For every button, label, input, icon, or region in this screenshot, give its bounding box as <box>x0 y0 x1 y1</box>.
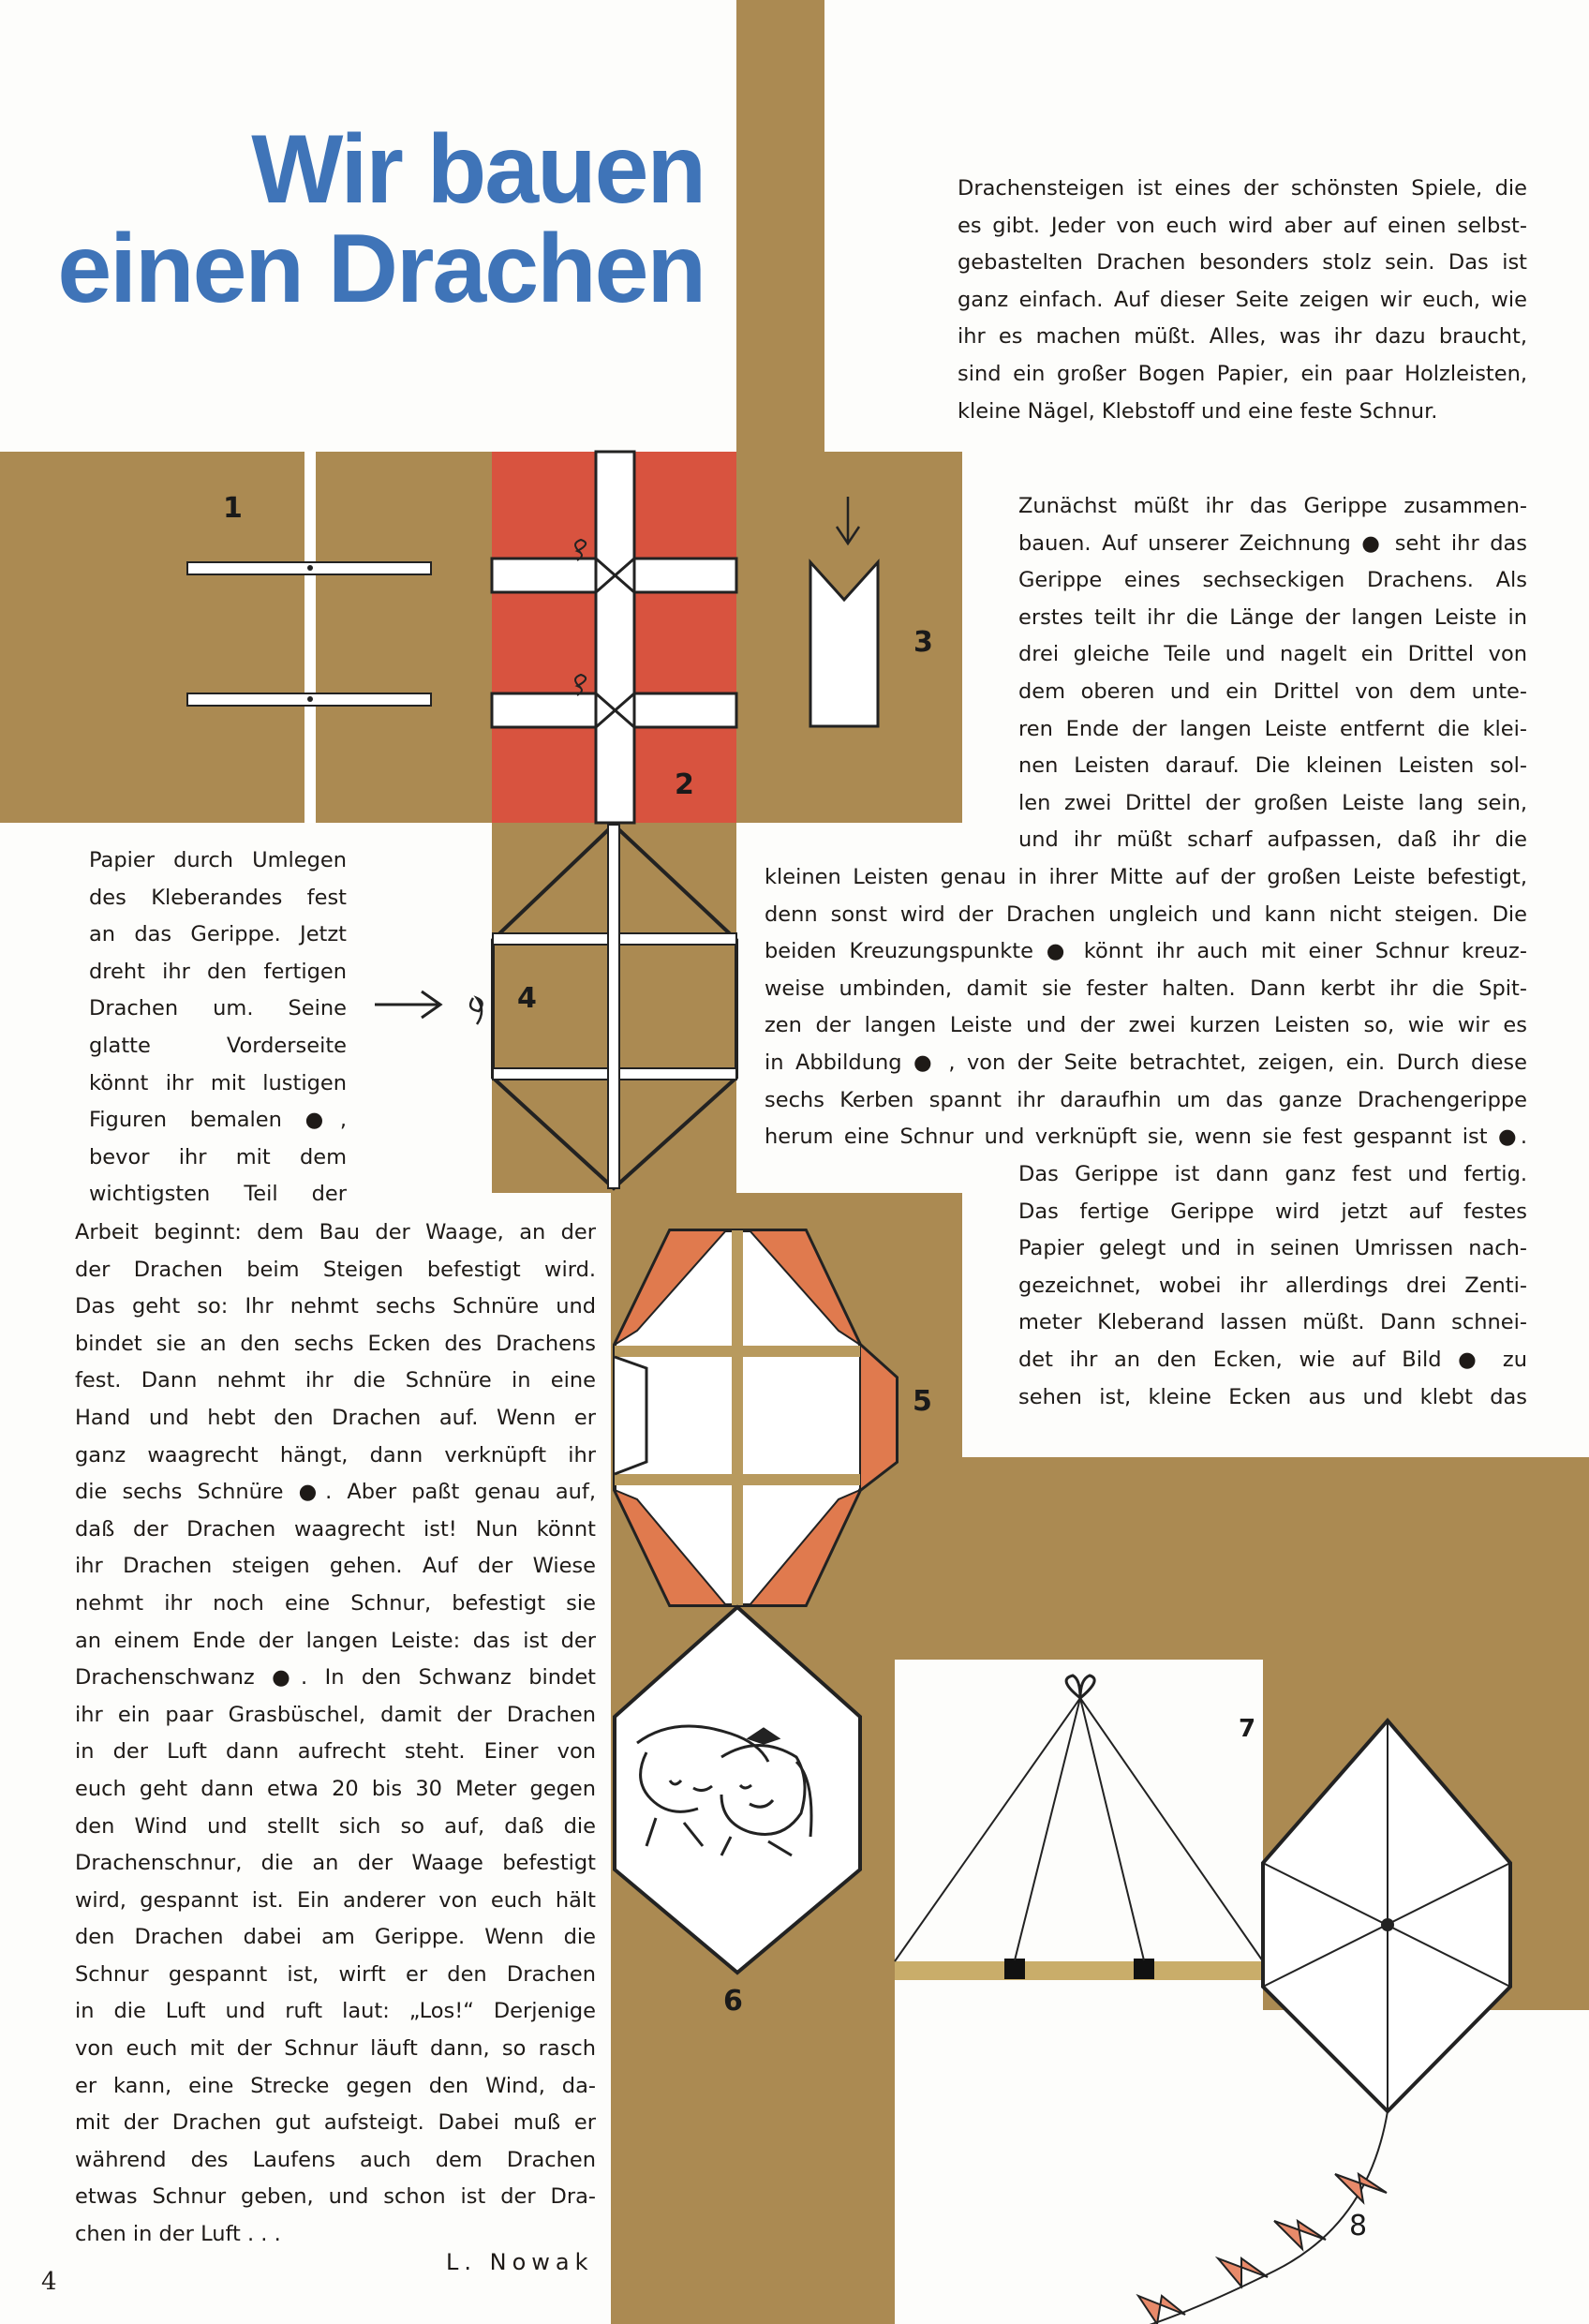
figure-7-bridle <box>895 1676 1263 1980</box>
figure-label-3: 3 <box>913 626 933 659</box>
text-line: Das geht so: Ihr nehmt sechs Schnüre und <box>75 1294 596 1319</box>
text-line: den Wind und stellt sich so auf, daß die <box>75 1813 596 1839</box>
text-line: Schnur gespannt ist, wirft er den Drachen <box>75 1961 596 1987</box>
text-line: Drachenschwanz ●. In den Schwanz bindet <box>75 1665 596 1691</box>
text-line: ihr Drachen steigen gehen. Auf der Wiese <box>75 1554 596 1579</box>
text-line: drei gleiche Teile und nagelt ein Drittel von <box>1018 642 1527 667</box>
figure-label-4: 4 <box>517 982 537 1015</box>
text-line: an das Gerippe. Jetzt <box>89 922 347 947</box>
text-line: dreht ihr den fertigen <box>89 959 347 984</box>
text-line: Arbeit beginnt: dem Bau der Waage, an der <box>75 1220 596 1244</box>
page-number: 4 <box>41 2268 57 2296</box>
left-column-text-narrow <box>89 842 347 1214</box>
text-line: Figuren bemalen ●, <box>89 1108 347 1133</box>
text-line: während des Laufens auch dem Drachen <box>75 2147 596 2172</box>
text-line: mit der Drachen gut aufsteigt. Dabei muß er <box>75 2110 596 2136</box>
figure-label-6: 6 <box>723 1985 743 2018</box>
text-line: nehmt ihr noch eine Schnur, befestigt sie <box>75 1590 596 1616</box>
text-line: Drachenschnur, die an der Waage befestigt <box>75 1851 596 1876</box>
figure-label-7: 7 <box>1239 1715 1256 1743</box>
left-column-text-wide <box>75 1214 596 2254</box>
text-line: Hand und hebt den Drachen auf. Wenn er <box>75 1405 596 1430</box>
figure-label-1: 1 <box>223 492 243 525</box>
text-line: Das Gerippe ist dann ganz fest und fertig. <box>1018 1162 1527 1186</box>
title-line-2: einen Drachen <box>57 215 705 323</box>
figure-label-2: 2 <box>675 768 694 801</box>
text-line: ihr es machen müßt. Alles, was ihr dazu braucht, <box>958 324 1527 350</box>
text-line: fest. Dann nehmt ihr die Schnüre in eine <box>75 1368 596 1393</box>
text-line: es gibt. Jeder von euch wird aber auf einen selbst- <box>958 213 1527 238</box>
text-line: bauen. Auf unserer Zeichnung ● seht ihr das <box>1018 530 1527 556</box>
text-line: in der Luft dann aufrecht steht. Einer von <box>75 1739 596 1765</box>
text-line: der Drachen beim Steigen befestigt wird. <box>75 1257 596 1282</box>
text-line: dem oberen und ein Drittel von dem unte- <box>1018 678 1527 704</box>
text-line: herum eine Schnur und verknüpft sie, wenn sie fest gespannt ist ●. <box>765 1125 1527 1150</box>
text-line: sehen ist, kleine Ecken aus und klebt das <box>1018 1384 1527 1409</box>
text-line: den Drachen dabei am Gerippe. Wenn die <box>75 1925 596 1950</box>
text-line: denn sonst wird der Drachen ungleich und kann nicht steigen. Die <box>765 901 1527 927</box>
text-line: und ihr müßt scharf aufpassen, daß ihr die <box>1018 827 1527 853</box>
figure-8-finished-kite <box>1138 1721 1510 2324</box>
text-line: von euch mit der Schnur läuft dann, so rasch <box>75 2036 596 2062</box>
text-line: kleinen Leisten genau in ihrer Mitte auf der großen Leiste befestigt, <box>765 865 1527 889</box>
text-line: ihr ein paar Grasbüschel, damit der Drachen <box>75 1702 596 1727</box>
text-line: Drachensteigen ist eines der schönsten Spiele, die <box>958 176 1527 201</box>
text-line: bevor ihr mit dem <box>89 1144 347 1169</box>
text-line: ganz einfach. Auf dieser Seite zeigen wir euch, wie <box>958 287 1527 312</box>
author-name: L. Nowak <box>446 2249 594 2275</box>
text-line: erstes teilt ihr die Länge der langen Leiste in <box>1018 604 1527 630</box>
right-column-text-1 <box>1018 488 1527 859</box>
text-line: ren Ende der langen Leiste entfernt die klei- <box>1018 716 1527 741</box>
text-line: wichtigsten Teil der <box>89 1182 347 1207</box>
text-line: Das fertige Gerippe wird jetzt auf festes <box>1018 1199 1527 1224</box>
text-line: euch geht dann etwa 20 bis 30 Meter gegen <box>75 1776 596 1801</box>
text-line: in die Luft und ruft laut: „Los!“ Derjenige <box>75 1999 596 2024</box>
text-line: Papier gelegt und in seinen Umrissen nach- <box>1018 1236 1527 1261</box>
page-title <box>57 115 705 323</box>
right-column-text-wide <box>765 859 1527 1156</box>
text-line: Zunächst müßt ihr das Gerippe zusammen- <box>1018 494 1527 518</box>
text-line: Drachen um. Seine <box>89 996 347 1021</box>
text-line: an einem Ende der langen Leiste: das ist der <box>75 1628 596 1653</box>
text-line: des Kleberandes fest <box>89 885 347 910</box>
text-line: gebastelten Drachen besonders stolz sein. Das ist <box>958 250 1527 276</box>
figure-label-5: 5 <box>913 1385 932 1418</box>
text-line: daß der Drachen waagrecht ist! Nun könnt <box>75 1516 596 1542</box>
text-line: meter Kleberand lassen müßt. Dann schnei- <box>1018 1310 1527 1335</box>
text-line: sechs Kerben spannt ihr daraufhin um das ganze Drachengerippe <box>765 1087 1527 1112</box>
text-line: chen in der Luft . . . <box>75 2222 281 2247</box>
text-line: wird, gespannt ist. Ein anderer von euch hält <box>75 1887 596 1913</box>
text-line: Papier durch Umlegen <box>89 848 347 872</box>
text-line: die sechs Schnüre ●. Aber paßt genau auf, <box>75 1480 596 1505</box>
text-line: er kann, eine Strecke gegen den Wind, da- <box>75 2073 596 2098</box>
text-line: kleine Nägel, Klebstoff und eine feste Schnur. <box>958 398 1438 424</box>
text-line: zen der langen Leiste und der zwei kurzen Leisten so, wie wir es <box>765 1013 1527 1038</box>
text-line: sind ein großer Bogen Papier, ein paar Holzleisten, <box>958 361 1527 386</box>
text-line: weise umbinden, damit sie fester halten. Dann kerbt ihr die Spit- <box>765 976 1527 1001</box>
intro-paragraph <box>958 171 1527 430</box>
text-line: bindet sie an den sechs Ecken des Drachens <box>75 1331 596 1356</box>
kite-tail-bows <box>1138 2174 1387 2324</box>
text-line: ganz waagrecht hängt, dann verknüpft ihr <box>75 1442 596 1467</box>
figure-label-8: 8 <box>1349 2210 1368 2242</box>
text-line: könnt ihr mit lustigen <box>89 1070 347 1095</box>
text-line: etwas Schnur geben, und schon ist der Dra- <box>75 2184 596 2210</box>
text-line: beiden Kreuzungspunkte ● könnt ihr auch mit einer Schnur kreuz- <box>765 939 1527 964</box>
text-line: gezeichnet, wobei ihr allerdings drei Zenti- <box>1018 1273 1527 1298</box>
text-line: in Abbildung ● , von der Seite betrachtet, zeigen, ein. Durch diese <box>765 1050 1527 1075</box>
text-line: det ihr an den Ecken, wie auf Bild ● zu <box>1018 1347 1527 1372</box>
right-column-text-2 <box>1018 1156 1527 1416</box>
text-line: Gerippe eines sechseckigen Drachens. Als <box>1018 568 1527 593</box>
text-line: len zwei Drittel der großen Leiste lang sein, <box>1018 790 1527 815</box>
title-line-1: Wir bauen <box>251 115 705 224</box>
text-line: nen Leisten darauf. Die kleinen Leisten sol- <box>1018 753 1527 779</box>
text-line: glatte Vorderseite <box>89 1033 347 1058</box>
